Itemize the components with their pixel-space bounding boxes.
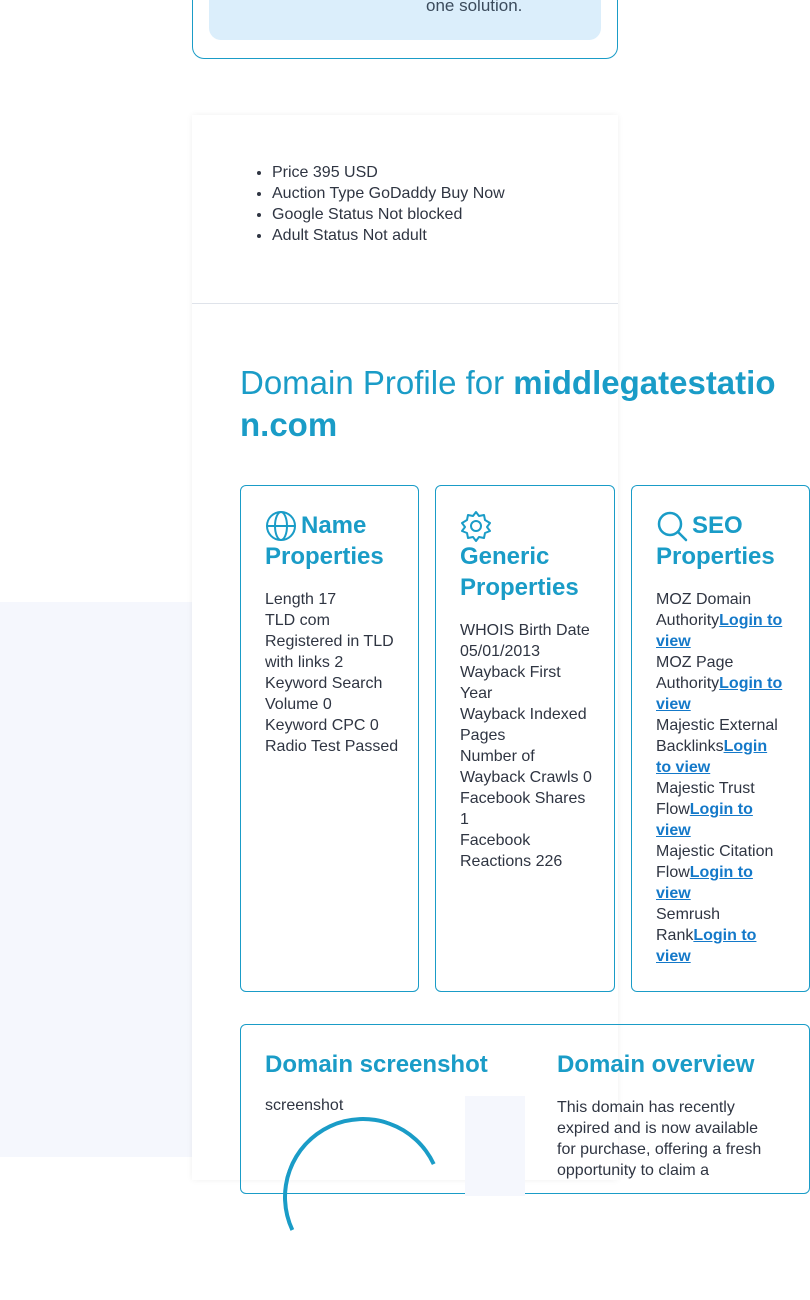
seo-label-majestic-trust: Majestic Trust Flow [656, 780, 755, 818]
domain-facts-list [250, 162, 505, 246]
solution-box-inner [209, 0, 601, 40]
name-properties-card [240, 485, 419, 992]
generic-properties-body [460, 620, 595, 872]
loading-spinner [260, 1094, 465, 1299]
screenshot-overview-box [240, 1024, 810, 1194]
fact-google-status: • Google Status Not blocked [272, 204, 505, 225]
domain-overview-title: Domain overview [557, 1051, 755, 1078]
seo-properties-body [656, 589, 786, 967]
screenshot-alt-text: screenshot [265, 1097, 344, 1114]
seo-properties-title: SEO Properties [656, 512, 775, 570]
fact-price: • Price 395 USD [272, 162, 505, 183]
solution-box [192, 0, 618, 59]
name-row-cpc: Keyword CPC 0 [265, 717, 379, 734]
name-row-search-volume: Keyword Search Volume 0 [265, 675, 383, 713]
seo-label-semrush: Semrush Rank [656, 906, 721, 944]
login-link-moz-da[interactable]: Login to view [656, 612, 783, 650]
generic-properties-card [435, 485, 615, 992]
seo-row-majestic-backlinks [656, 715, 786, 778]
seo-label-majestic-backlinks: Majestic External Backlinks [656, 717, 778, 755]
name-row-tld: TLD com [265, 612, 330, 629]
generic-row-wayback-indexed: Wayback Indexed Pages [460, 706, 587, 744]
generic-row-wayback-first-year: Wayback First Year [460, 664, 561, 702]
seo-label-majestic-citation: Majestic Citation Flow [656, 843, 774, 881]
name-properties-body [265, 589, 400, 757]
seo-row-majestic-trust [656, 778, 786, 841]
fact-auction-type: • Auction Type GoDaddy Buy Now [272, 183, 505, 204]
seo-row-moz-da [656, 589, 786, 652]
seo-label-moz-da: MOZ Domain Authority [656, 591, 752, 629]
generic-row-whois: WHOIS Birth Date 05/01/2013 [460, 622, 590, 660]
name-row-length: Length 17 [265, 591, 337, 608]
page-title-prefix: Domain Profile for [240, 364, 514, 401]
screenshot-placeholder-panel [465, 1096, 525, 1196]
name-row-registered: Registered in TLD with links 2 [265, 633, 394, 671]
seo-row-moz-pa [656, 652, 786, 715]
name-properties-title: Name Properties [265, 512, 384, 570]
generic-row-facebook-reactions: Facebook Reactions 226 [460, 832, 563, 870]
page-title-domain: middlegatestation.com [240, 364, 776, 443]
login-link-majestic-backlinks[interactable]: Login to view [656, 738, 768, 776]
login-link-semrush[interactable]: Login to view [656, 927, 757, 965]
generic-properties-title: Generic Properties [460, 543, 579, 601]
page-title [240, 362, 800, 446]
seo-label-moz-pa: MOZ Page Authority [656, 654, 734, 692]
seo-row-majestic-citation [656, 841, 786, 904]
solution-text: one solution. [426, 0, 523, 15]
domain-screenshot-title: Domain screenshot [265, 1051, 488, 1078]
fact-adult-status: • Adult Status Not adult [272, 225, 505, 246]
generic-row-wayback-crawls: Number of Wayback Crawls 0 [460, 748, 592, 786]
domain-overview-text: This domain has recently expired and is now available for purchase, offering a fresh opportunity to claim a [557, 1099, 762, 1179]
seo-row-semrush [656, 904, 786, 967]
login-link-moz-pa[interactable]: Login to view [656, 675, 783, 713]
login-link-majestic-citation[interactable]: Login to view [656, 864, 753, 902]
generic-row-facebook-shares: Facebook Shares 1 [460, 790, 586, 828]
seo-properties-card [631, 485, 810, 992]
name-row-radio-test: Radio Test Passed [265, 738, 399, 755]
left-background-panel [0, 602, 192, 1157]
gear-icon [460, 510, 492, 542]
login-link-majestic-trust[interactable]: Login to view [656, 801, 753, 839]
section-divider [192, 303, 618, 304]
screenshot-image [265, 1097, 343, 1115]
